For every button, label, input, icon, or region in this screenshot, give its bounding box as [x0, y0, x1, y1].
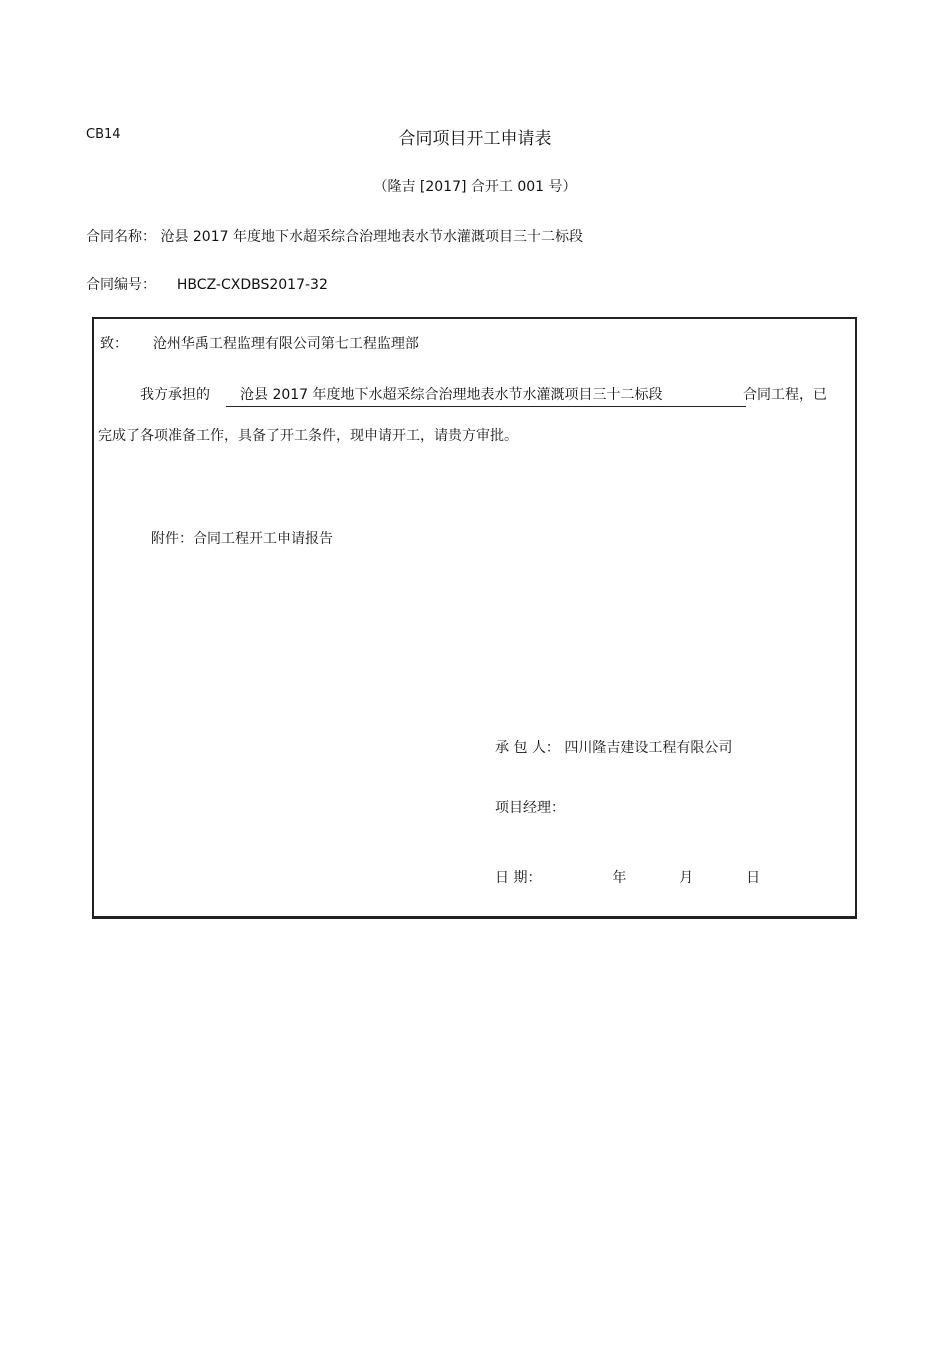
- form-code: CB14: [86, 127, 121, 142]
- contract-name-value: 沧县 2017 年度地下水超采综合治理地表水节水灌溉项目三十二标段: [160, 229, 583, 245]
- project-manager-row: [495, 797, 565, 817]
- body-line1-end: 合同工程，已: [743, 387, 827, 403]
- contract-no-value: HBCZ-CXDBS2017-32: [176, 277, 328, 293]
- date-year: 年: [612, 870, 627, 886]
- contract-no-row: [86, 274, 328, 294]
- contract-name-label: 合同名称：: [86, 229, 156, 245]
- attachment-row: 附件：合同工程开工申请报告: [151, 531, 333, 547]
- contractor-value: 四川隆吉建设工程有限公司: [564, 740, 733, 756]
- contractor-row: [495, 737, 732, 757]
- contractor-label: 承 包 人：: [495, 740, 560, 756]
- contract-name-row: [86, 226, 583, 246]
- date-row: [495, 867, 760, 887]
- addressee-value: 沧州华禹工程监理有限公司第七工程监理部: [152, 336, 419, 352]
- body-line2: 完成了各项准备工作，具备了开工条件，现申请开工，请贵方审批。: [98, 428, 518, 444]
- date-month: 月: [679, 870, 694, 886]
- addressee-row: [100, 333, 419, 353]
- project-manager-label: 项目经理：: [495, 800, 565, 816]
- page-title: 合同项目开工申请表: [398, 129, 552, 149]
- date-label: 日 期：: [495, 870, 542, 886]
- date-day: 日: [746, 870, 761, 886]
- body-line1-start: 我方承担的: [140, 387, 210, 403]
- contract-no-label: 合同编号：: [86, 277, 156, 293]
- application-box: [92, 317, 857, 919]
- addressee-label: 致：: [100, 336, 128, 352]
- form-number: （隆吉 [2017] 合开工 001 号）: [373, 179, 577, 195]
- project-name-underlined: 沧县 2017 年度地下水超采综合治理地表水节水灌溉项目三十二标段: [226, 384, 746, 407]
